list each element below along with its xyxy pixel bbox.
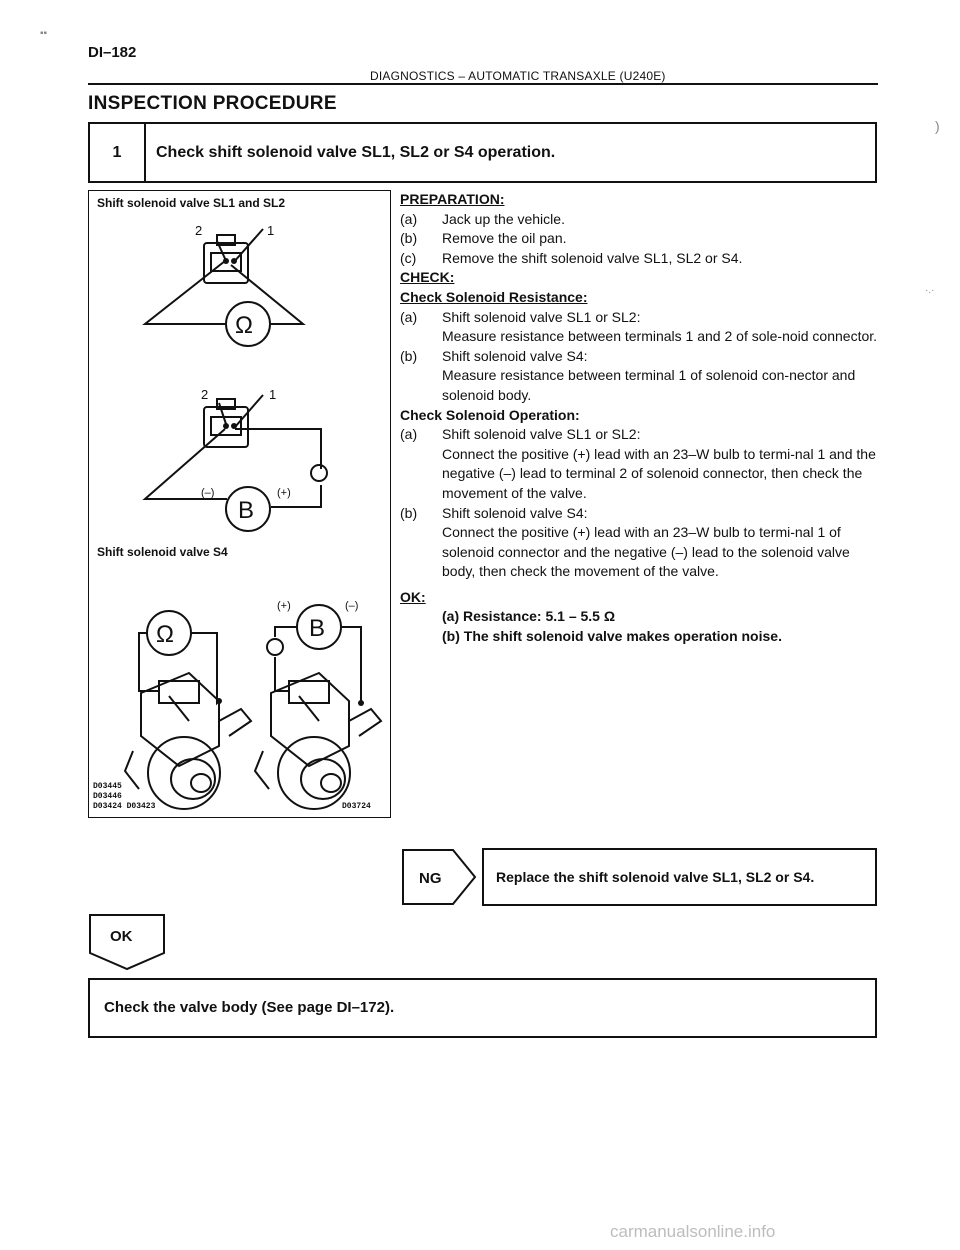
ok-heading: OK: (400, 588, 426, 605)
terminal-1-label-bottom: 1 (269, 387, 277, 402)
resistance-item-label: (a) (400, 308, 418, 325)
solenoid-diagram (89, 191, 389, 816)
resistance-item-text: Measure resistance between terminal 1 of solenoid con-nector and solenoid body. (442, 367, 856, 403)
solenoid-s4-right (255, 673, 381, 809)
terminal-pin (223, 423, 229, 429)
figure-code-2: D03446 (93, 792, 122, 801)
instructions (400, 190, 880, 647)
ng-action-box: Replace the shift solenoid valve SL1, SL2 or S4. (482, 848, 877, 906)
resistance-item-label: (b) (400, 347, 418, 364)
operation-item (400, 504, 880, 582)
s4-battery-lead-right (341, 627, 361, 703)
polarity-plus: (+) (277, 487, 291, 499)
polarity-plus-s4: (+) (277, 600, 291, 612)
resistance-item-title: Shift solenoid valve SL1 or SL2: (442, 308, 641, 325)
running-header (88, 65, 878, 85)
scan-mark: ·.· (925, 285, 935, 296)
operation-item-text: Connect the positive (+) lead with an 23–W bulb to termi-nal 1 and the negative (–) lead to terminal 2 of solenoid connector, then check the movement of the valve. (442, 445, 876, 501)
operation-item-title: Shift solenoid valve SL1 or SL2: (442, 426, 641, 443)
prep-item-label: (b) (400, 230, 418, 247)
prep-item-text: Remove the shift solenoid valve SL1, SL2 or S4. (442, 249, 743, 266)
terminal-2-label-top: 2 (195, 223, 203, 238)
battery-b-s4: B (309, 615, 326, 642)
ok-arrow-tag (88, 913, 166, 971)
terminal-pin (231, 423, 237, 429)
watermark: carmanualsonline.info (610, 1222, 776, 1241)
terminal-pin (358, 700, 364, 706)
resistance-heading: Check Solenoid Resistance: (400, 288, 588, 305)
solenoid-figure (88, 190, 391, 818)
resistance-item (400, 308, 880, 347)
page-code: DI–182 (88, 44, 137, 61)
check-heading: CHECK: (400, 269, 455, 286)
running-header-text: DIAGNOSTICS – AUTOMATIC TRANSAXLE (U240E) (370, 69, 666, 83)
section-title: INSPECTION PROCEDURE (88, 93, 337, 114)
figure-code-3: D03424 D03423 (93, 802, 156, 811)
polarity-minus-s4: (–) (345, 600, 359, 612)
figure-caption-sl1-sl2: Shift solenoid valve SL1 and SL2 (97, 196, 286, 210)
operation-item (400, 425, 880, 503)
prep-item-label: (c) (400, 249, 417, 266)
battery-lead-left (145, 429, 227, 499)
step-box (88, 122, 877, 183)
resistance-item-text: Measure resistance between terminals 1 and 2 of sole-noid connector. (442, 328, 878, 345)
prep-item (400, 249, 880, 269)
operation-item-text: Connect the positive (+) lead with an 23–W bulb to termi-nal 1 of solenoid connector and the negative (–) lead to the solenoid valve body, then check the movement of the valve. (442, 524, 850, 580)
battery-b-symbol: B (238, 497, 255, 524)
ohm-symbol-top: Ω (235, 312, 253, 339)
ng-label: NG (419, 870, 442, 887)
ok-spec-noise: (b) The shift solenoid valve makes operation noise. (442, 628, 782, 645)
terminal-2-label-bottom: 2 (201, 387, 209, 402)
operation-heading: Check Solenoid Operation: (400, 406, 580, 423)
bulb-s4-symbol (267, 639, 283, 655)
meter-lead-left (145, 261, 225, 324)
figure-code-right: D03724 (342, 802, 371, 811)
s4-meter-lead-right (191, 633, 219, 703)
terminal-1-label-top: 1 (267, 223, 275, 238)
terminal-pin (231, 258, 237, 264)
ohm-symbol-s4: Ω (156, 621, 174, 648)
operation-item-label: (a) (400, 426, 418, 443)
prep-item-text: Remove the oil pan. (442, 230, 567, 247)
operation-item-title: Shift solenoid valve S4: (442, 504, 588, 521)
terminal-pin (216, 698, 222, 704)
prep-item (400, 210, 880, 230)
ng-arrow-tag (401, 848, 478, 906)
prep-item (400, 229, 880, 249)
operation-item-label: (b) (400, 504, 418, 521)
step-title: Check shift solenoid valve SL1, SL2 or S4 operation. (156, 144, 556, 161)
prep-item-label: (a) (400, 210, 418, 227)
preparation-heading: PREPARATION: (400, 191, 505, 207)
s4-battery-lead-left (275, 627, 297, 637)
ok-spec-resistance: (a) Resistance: 5.1 – 5.5 Ω (442, 608, 616, 625)
figure-code-1: D03445 (93, 782, 122, 791)
step-number: 1 (90, 124, 146, 181)
next-step-box: Check the valve body (See page DI–172). (88, 978, 877, 1038)
solenoid-s4-left (125, 673, 251, 809)
figure-caption-s4: Shift solenoid valve S4 (97, 545, 228, 559)
resistance-item-title: Shift solenoid valve S4: (442, 347, 588, 364)
resistance-item (400, 347, 880, 406)
terminal-pin (223, 258, 229, 264)
prep-item-text: Jack up the vehicle. (442, 210, 565, 227)
polarity-minus: (–) (201, 487, 215, 499)
bulb-symbol (311, 465, 327, 481)
scan-mark: ) (935, 118, 940, 134)
scan-mark: ▪▪ (40, 28, 48, 39)
ok-label: OK (110, 928, 133, 945)
